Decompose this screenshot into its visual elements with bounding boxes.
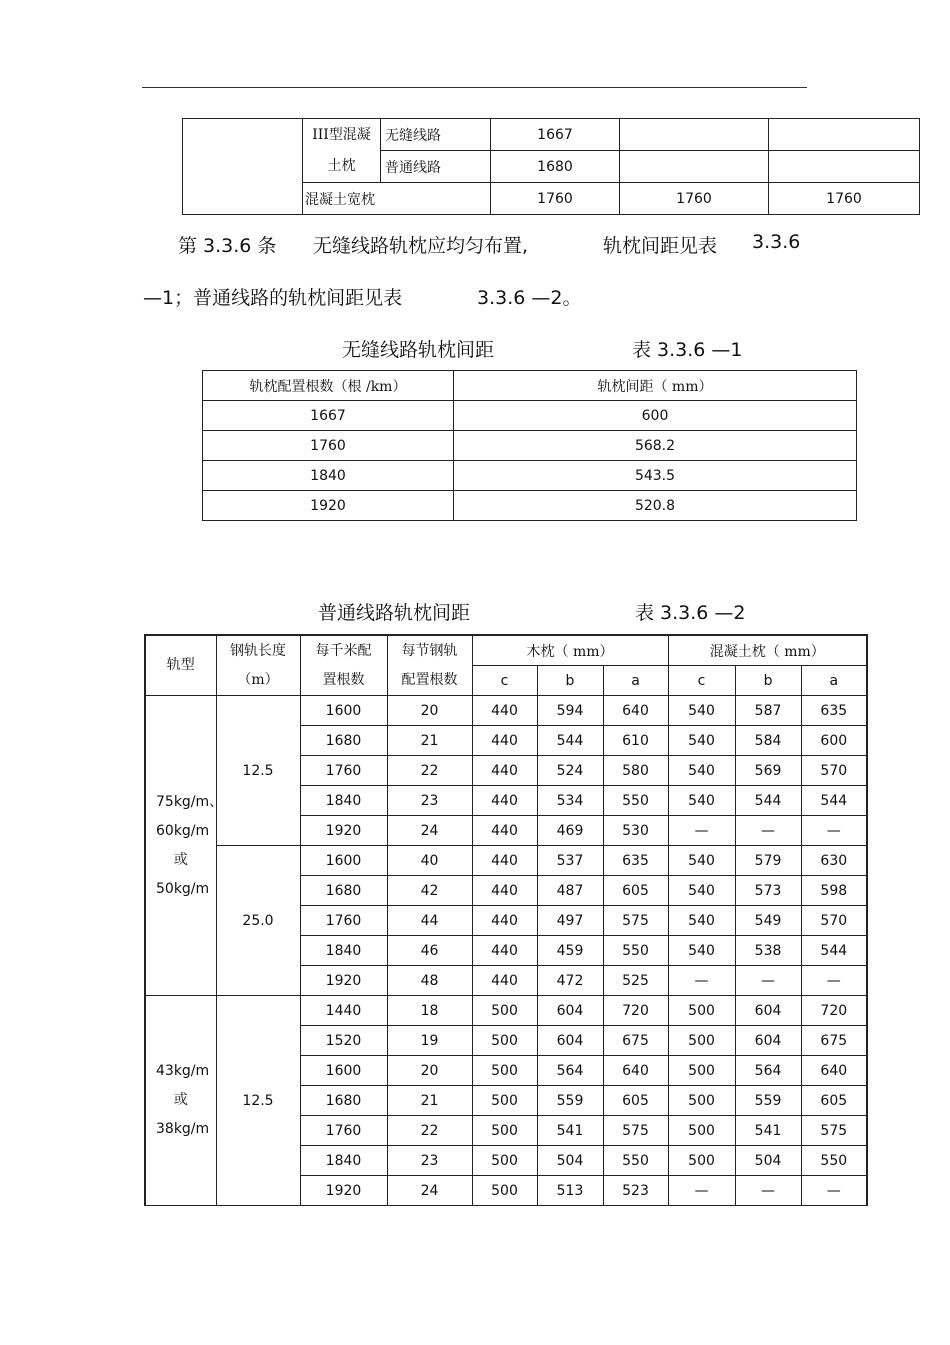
table-cell: 1760	[300, 906, 387, 936]
table-cell: 1600	[300, 846, 387, 876]
table-cell: —	[801, 966, 867, 996]
table-cell: 40	[387, 846, 472, 876]
table-row	[145, 696, 867, 726]
table2-number: 表 3.3.6 —2	[635, 602, 746, 624]
sleeper-type-line1: III型混凝	[312, 126, 371, 143]
table-cell: 541	[735, 1116, 801, 1146]
table-cell: —	[801, 816, 867, 846]
table-cell: 48	[387, 966, 472, 996]
table-cell: 1520	[300, 1026, 387, 1056]
table-cell: 1840	[300, 786, 387, 816]
header-concrete-sleeper: 混凝土枕（ mm）	[668, 635, 867, 666]
table-cell: 500	[472, 996, 537, 1026]
value-cell: 1760	[620, 183, 769, 215]
table-cell: 640	[603, 1056, 668, 1086]
table-cell: 504	[537, 1146, 603, 1176]
table-cell: 540	[668, 786, 735, 816]
table-cell: 570	[801, 906, 867, 936]
clause-text-2: 轨枕间距见表	[603, 235, 718, 257]
table-cell: 675	[603, 1026, 668, 1056]
subheader-a: a	[603, 666, 668, 696]
table-cell: 1840	[300, 936, 387, 966]
value-cell	[769, 151, 920, 183]
table-cell: 440	[472, 906, 537, 936]
table1-number: 表 3.3.6 —1	[632, 339, 743, 361]
value-cell: 1680	[491, 151, 620, 183]
table-cell: 487	[537, 876, 603, 906]
clause-text-5: 3.3.6 —2。	[477, 287, 582, 309]
table-cell: 541	[537, 1116, 603, 1146]
ordinary-sleeper-spacing-table	[144, 634, 868, 1206]
table-cell: 540	[668, 696, 735, 726]
table-cell: —	[801, 1176, 867, 1206]
table-cell: 1840	[203, 461, 454, 491]
table-cell: 440	[472, 726, 537, 756]
table-cell: 472	[537, 966, 603, 996]
table-cell: 500	[668, 996, 735, 1026]
table-cell: 544	[537, 726, 603, 756]
table-cell: 573	[735, 876, 801, 906]
table-cell: 630	[801, 846, 867, 876]
table-cell: 538	[735, 936, 801, 966]
table-cell: 587	[735, 696, 801, 726]
table-cell: 20	[387, 1056, 472, 1086]
table-cell: 1920	[300, 1176, 387, 1206]
sleeper-count-table-fragment	[182, 118, 920, 215]
table-cell: 579	[735, 846, 801, 876]
table-cell: 1440	[300, 996, 387, 1026]
table-cell: 500	[472, 1026, 537, 1056]
table-cell: 594	[537, 696, 603, 726]
table-cell: 534	[537, 786, 603, 816]
table-cell: 550	[801, 1146, 867, 1176]
table-cell: 22	[387, 1116, 472, 1146]
table-cell: 440	[472, 756, 537, 786]
line-type-cell: 普通线路	[381, 151, 491, 183]
table-cell: 600	[454, 401, 857, 431]
table-cell: 440	[472, 786, 537, 816]
table-cell: 440	[472, 816, 537, 846]
table-cell: 604	[735, 996, 801, 1026]
table-cell: 440	[472, 936, 537, 966]
table-cell: 21	[387, 1086, 472, 1116]
table-cell: 500	[668, 1146, 735, 1176]
rail-type-cell: 43kg/m 或 38kg/m	[145, 996, 216, 1206]
table-cell: 500	[472, 1146, 537, 1176]
clause-text-3: 3.3.6	[752, 231, 801, 253]
table-cell: 575	[801, 1116, 867, 1146]
table-cell: 524	[537, 756, 603, 786]
rail-length-cell: 12.5	[216, 996, 300, 1206]
table-cell: 605	[603, 876, 668, 906]
seamless-sleeper-spacing-table	[202, 370, 857, 521]
table-cell: 1667	[203, 401, 454, 431]
value-cell	[620, 151, 769, 183]
table-cell: 564	[735, 1056, 801, 1086]
table-cell: 720	[801, 996, 867, 1026]
table-cell: 635	[801, 696, 867, 726]
table-cell: 440	[472, 696, 537, 726]
table-cell: 500	[472, 1086, 537, 1116]
rail-length-cell: 12.5	[216, 696, 300, 846]
table-cell: 568.2	[454, 431, 857, 461]
table-cell: 440	[472, 846, 537, 876]
table-cell: 584	[735, 726, 801, 756]
subheader-c: c	[668, 666, 735, 696]
table-cell: 598	[801, 876, 867, 906]
table-cell: 550	[603, 1146, 668, 1176]
table-cell: 1760	[203, 431, 454, 461]
column-header: 轨枕间距（ mm）	[454, 371, 857, 401]
table-cell: 550	[603, 936, 668, 966]
wide-sleeper-label: 混凝土宽枕	[303, 183, 491, 215]
table-cell: 500	[472, 1116, 537, 1146]
empty-cell	[183, 119, 303, 215]
table-cell: —	[668, 1176, 735, 1206]
table-cell: 500	[668, 1116, 735, 1146]
table-cell: 500	[668, 1056, 735, 1086]
table-cell: 23	[387, 1146, 472, 1176]
table-cell: 459	[537, 936, 603, 966]
header-rule	[142, 87, 807, 88]
table-cell: —	[668, 816, 735, 846]
sleeper-type-line2: 土枕	[327, 157, 356, 174]
table-cell: 504	[735, 1146, 801, 1176]
table-cell: 580	[603, 756, 668, 786]
subheader-b: b	[735, 666, 801, 696]
table-cell: 543.5	[454, 461, 857, 491]
table-cell: 640	[603, 696, 668, 726]
table-cell: 530	[603, 816, 668, 846]
table-cell: 540	[668, 906, 735, 936]
subheader-b: b	[537, 666, 603, 696]
table-cell: 635	[603, 846, 668, 876]
table-cell: 570	[801, 756, 867, 786]
table-cell: 500	[472, 1176, 537, 1206]
table-cell: 544	[801, 786, 867, 816]
table-cell: 1600	[300, 1056, 387, 1086]
table-cell: 497	[537, 906, 603, 936]
table-cell: —	[735, 966, 801, 996]
table-cell: 20	[387, 696, 472, 726]
table-cell: 44	[387, 906, 472, 936]
table-cell: —	[735, 1176, 801, 1206]
subheader-a: a	[801, 666, 867, 696]
table-cell: 640	[801, 1056, 867, 1086]
rail-length-cell: 25.0	[216, 846, 300, 996]
table-row	[145, 846, 867, 876]
table-cell: 1760	[300, 756, 387, 786]
table1-title: 无缝线路轨枕间距	[342, 339, 495, 361]
table-row	[145, 996, 867, 1026]
table-cell: 605	[801, 1086, 867, 1116]
table-cell: 564	[537, 1056, 603, 1086]
table-cell: 21	[387, 726, 472, 756]
header-rail-length: 钢轨长度（m）	[216, 635, 300, 696]
table-cell: 1840	[300, 1146, 387, 1176]
table-cell: 24	[387, 816, 472, 846]
table-cell: 1920	[300, 966, 387, 996]
table-cell: 1920	[300, 816, 387, 846]
table-cell: 1680	[300, 726, 387, 756]
table-cell: 540	[668, 876, 735, 906]
table-cell: 549	[735, 906, 801, 936]
table-cell: 559	[537, 1086, 603, 1116]
table-cell: 500	[472, 1056, 537, 1086]
table-cell: 1920	[203, 491, 454, 521]
table-cell: 550	[603, 786, 668, 816]
clause-text-1: 无缝线路轨枕应均匀布置,	[313, 235, 529, 257]
table-cell: 604	[537, 1026, 603, 1056]
line-type-cell: 无缝线路	[381, 119, 491, 151]
table-cell: 604	[735, 1026, 801, 1056]
table-cell: 544	[801, 936, 867, 966]
value-cell: 1760	[769, 183, 920, 215]
column-header: 轨枕配置根数（根 /km）	[203, 371, 454, 401]
table-cell: 22	[387, 756, 472, 786]
table-cell: 610	[603, 726, 668, 756]
table-cell: 500	[668, 1026, 735, 1056]
table-cell: 720	[603, 996, 668, 1026]
header-per-rail: 每节钢轨配置根数	[387, 635, 472, 696]
table-cell: 575	[603, 1116, 668, 1146]
header-per-km: 每千米配置根数	[300, 635, 387, 696]
table-cell: 569	[735, 756, 801, 786]
rail-type-cell: 75kg/m、60kg/m 或 50kg/m	[145, 696, 216, 996]
table-cell: 537	[537, 846, 603, 876]
table-cell: 46	[387, 936, 472, 966]
table-cell: —	[668, 966, 735, 996]
sleeper-type-cell	[303, 119, 381, 183]
table-cell: 540	[668, 756, 735, 786]
value-cell: 1760	[491, 183, 620, 215]
table-cell: —	[735, 816, 801, 846]
table-cell: 1760	[300, 1116, 387, 1146]
table-cell: 575	[603, 906, 668, 936]
clause-text-4: —1；普通线路的轨枕间距见表	[143, 287, 403, 309]
table-cell: 544	[735, 786, 801, 816]
table-cell: 500	[668, 1086, 735, 1116]
table-cell: 604	[537, 996, 603, 1026]
table-cell: 540	[668, 846, 735, 876]
table-cell: 513	[537, 1176, 603, 1206]
table-cell: 19	[387, 1026, 472, 1056]
table-cell: 525	[603, 966, 668, 996]
header-wood-sleeper: 木枕（ mm）	[472, 635, 668, 666]
table-cell: 469	[537, 816, 603, 846]
clause-number: 第 3.3.6 条	[178, 235, 277, 257]
table-cell: 23	[387, 786, 472, 816]
table-cell: 540	[668, 936, 735, 966]
table-cell: 520.8	[454, 491, 857, 521]
table-cell: 675	[801, 1026, 867, 1056]
table2-title: 普通线路轨枕间距	[318, 602, 471, 624]
table-cell: 1680	[300, 876, 387, 906]
table-cell: 440	[472, 876, 537, 906]
table-cell: 600	[801, 726, 867, 756]
table-cell: 523	[603, 1176, 668, 1206]
table-cell: 42	[387, 876, 472, 906]
value-cell	[620, 119, 769, 151]
table-cell: 559	[735, 1086, 801, 1116]
table-cell: 24	[387, 1176, 472, 1206]
table-cell: 540	[668, 726, 735, 756]
table-cell: 18	[387, 996, 472, 1026]
table-cell: 440	[472, 966, 537, 996]
table-cell: 1600	[300, 696, 387, 726]
table-cell: 605	[603, 1086, 668, 1116]
value-cell: 1667	[491, 119, 620, 151]
header-rail-type: 轨型	[145, 635, 216, 696]
table-cell: 1680	[300, 1086, 387, 1116]
subheader-c: c	[472, 666, 537, 696]
value-cell	[769, 119, 920, 151]
